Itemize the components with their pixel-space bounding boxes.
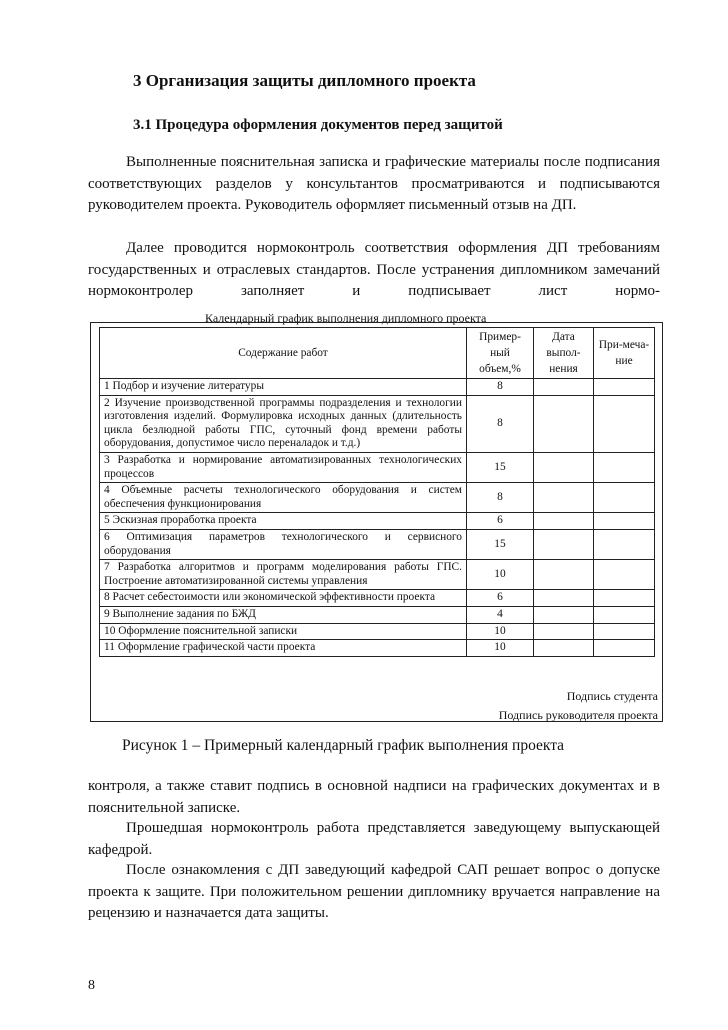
table-row: [100, 606, 655, 623]
notes-cell: [594, 640, 655, 657]
paragraph-5: После ознакомления с ДП заведующий кафедрой САП решает вопрос о допуске проекта к защите. При положительном решении дипломнику вручается направление на рецензию и назначается дата защиты.: [88, 862, 660, 922]
task-cell: 3 Разработка и нормирование автоматизированных технологических процессов: [100, 452, 467, 482]
notes-cell: [594, 395, 655, 452]
volume-cell: 8: [467, 483, 534, 513]
date-cell: [534, 395, 594, 452]
paragraph-3: контроля, а также ставит подпись в основной надписи на графических документах и в пояснительной записке.: [88, 778, 660, 816]
task-cell: 7 Разработка алгоритмов и программ моделирования работы ГПС. Построение автоматизированной системы управления: [100, 560, 467, 590]
table-row: [100, 529, 655, 559]
header-date: Дата выпол-нения: [534, 328, 594, 379]
supervisor-signature-label: Подпись руководителя проекта: [498, 708, 658, 722]
section-heading: 3 Организация защиты дипломного проекта: [133, 71, 476, 90]
figure-caption: Рисунок 1 – Примерный календарный график выполнения проекта: [122, 737, 565, 754]
table-row: [100, 452, 655, 482]
task-cell: 4 Объемные расчеты технологического оборудования и систем обеспечения функционирования: [100, 483, 467, 513]
date-cell: [534, 560, 594, 590]
volume-cell: 15: [467, 529, 534, 559]
paragraph-4: Прошедшая нормоконтроль работа представляется заведующему выпускающей кафедрой.: [88, 820, 660, 858]
date-cell: [534, 623, 594, 640]
task-cell: 9 Выполнение задания по БЖД: [100, 606, 467, 623]
paragraph-1: Выполненные пояснительная записка и графические материалы после подписания соответствующих разделов у консультантов просматриваются и подписываются руководителем проекта. Руководитель оформляет письменный отзыв на ДП.: [88, 154, 660, 214]
date-cell: [534, 452, 594, 482]
task-cell: 11 Оформление графической части проекта: [100, 640, 467, 657]
table-row: [100, 379, 655, 396]
task-cell: 2 Изучение производственной программы подразделения и технологии изготовления изделий. Формулировка исходных данных (длительность цикла безлюдной работы ГПС, суточный фонд времени работы оборудования, допустимое число переналадок и т.д.): [100, 395, 467, 452]
table-title: Календарный график выполнения дипломного проекта: [205, 311, 487, 325]
table-row: [100, 640, 655, 657]
date-cell: [534, 590, 594, 607]
volume-cell: 6: [467, 513, 534, 530]
volume-cell: 8: [467, 379, 534, 396]
notes-cell: [594, 452, 655, 482]
table-row: [100, 483, 655, 513]
table-header-row: [100, 328, 655, 379]
volume-cell: 15: [467, 452, 534, 482]
date-cell: [534, 379, 594, 396]
notes-cell: [594, 379, 655, 396]
volume-cell: 8: [467, 395, 534, 452]
header-volume: Пример-ный объем,%: [467, 328, 534, 379]
task-cell: 1 Подбор и изучение литературы: [100, 379, 467, 396]
header-notes: При-меча-ние: [594, 328, 655, 379]
subsection-heading: 3.1 Процедура оформления документов перед защитой: [133, 117, 503, 133]
task-cell: 6 Оптимизация параметров технологического и сервисного оборудования: [100, 529, 467, 559]
task-cell: 5 Эскизная проработка проекта: [100, 513, 467, 530]
table-row: [100, 560, 655, 590]
volume-cell: 10: [467, 560, 534, 590]
schedule-table: [99, 327, 655, 657]
notes-cell: [594, 529, 655, 559]
notes-cell: [594, 483, 655, 513]
volume-cell: 6: [467, 590, 534, 607]
task-cell: 8 Расчет себестоимости или экономической эффективности проекта: [100, 590, 467, 607]
date-cell: [534, 483, 594, 513]
header-content: Содержание работ: [100, 328, 467, 379]
date-cell: [534, 640, 594, 657]
date-cell: [534, 606, 594, 623]
volume-cell: 4: [467, 606, 534, 623]
table-row: [100, 513, 655, 530]
paragraph-2: Далее проводится нормоконтроль соответствия оформления ДП требованиям государственных и отраслевых стандартов. После устранения дипломником замечаний нормоконтролер заполняет и подписывает лист нормо-: [88, 240, 660, 300]
notes-cell: [594, 606, 655, 623]
date-cell: [534, 513, 594, 530]
notes-cell: [594, 513, 655, 530]
table-row: [100, 623, 655, 640]
volume-cell: 10: [467, 623, 534, 640]
table-row: [100, 395, 655, 452]
table-row: [100, 590, 655, 607]
page-number: 8: [88, 978, 95, 993]
notes-cell: [594, 590, 655, 607]
notes-cell: [594, 560, 655, 590]
date-cell: [534, 529, 594, 559]
student-signature-label: Подпись студента: [566, 689, 658, 703]
volume-cell: 10: [467, 640, 534, 657]
task-cell: 10 Оформление пояснительной записки: [100, 623, 467, 640]
notes-cell: [594, 623, 655, 640]
